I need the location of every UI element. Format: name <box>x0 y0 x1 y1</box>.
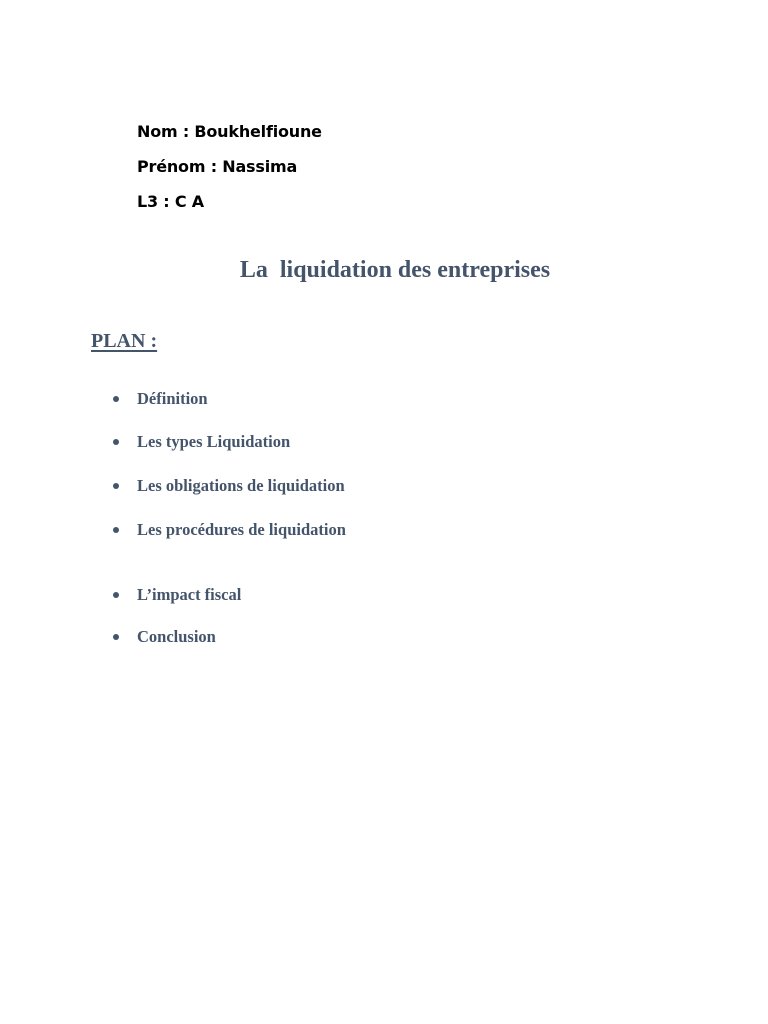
plan-item-label: Les procédures de liquidation <box>137 520 346 539</box>
plan-item-label: Définition <box>137 389 208 408</box>
student-class: L3 : C A <box>137 192 204 211</box>
bullet-icon <box>113 439 119 445</box>
plan-item-label: Les types Liquidation <box>137 432 291 451</box>
student-first-name: Prénom : Nassima <box>137 157 298 176</box>
bullet-icon <box>113 527 119 533</box>
plan-item <box>113 519 346 541</box>
bullet-icon <box>113 634 119 640</box>
bullet-icon <box>113 592 119 598</box>
document-title: La liquidation des entreprises <box>239 257 551 283</box>
plan-item <box>113 626 216 648</box>
bullet-icon <box>113 483 119 489</box>
plan-item <box>113 388 208 410</box>
plan-item <box>113 475 345 497</box>
bullet-icon <box>113 396 119 402</box>
plan-item-label: Conclusion <box>137 627 216 646</box>
plan-item <box>113 584 241 606</box>
student-last-name: Nom : Boukhelfioune <box>137 122 322 141</box>
plan-heading: PLAN : <box>91 330 158 352</box>
plan-item-label: Les obligations de liquidation <box>137 476 345 495</box>
plan-item <box>113 431 290 453</box>
plan-item-label: L’impact fiscal <box>137 585 242 604</box>
